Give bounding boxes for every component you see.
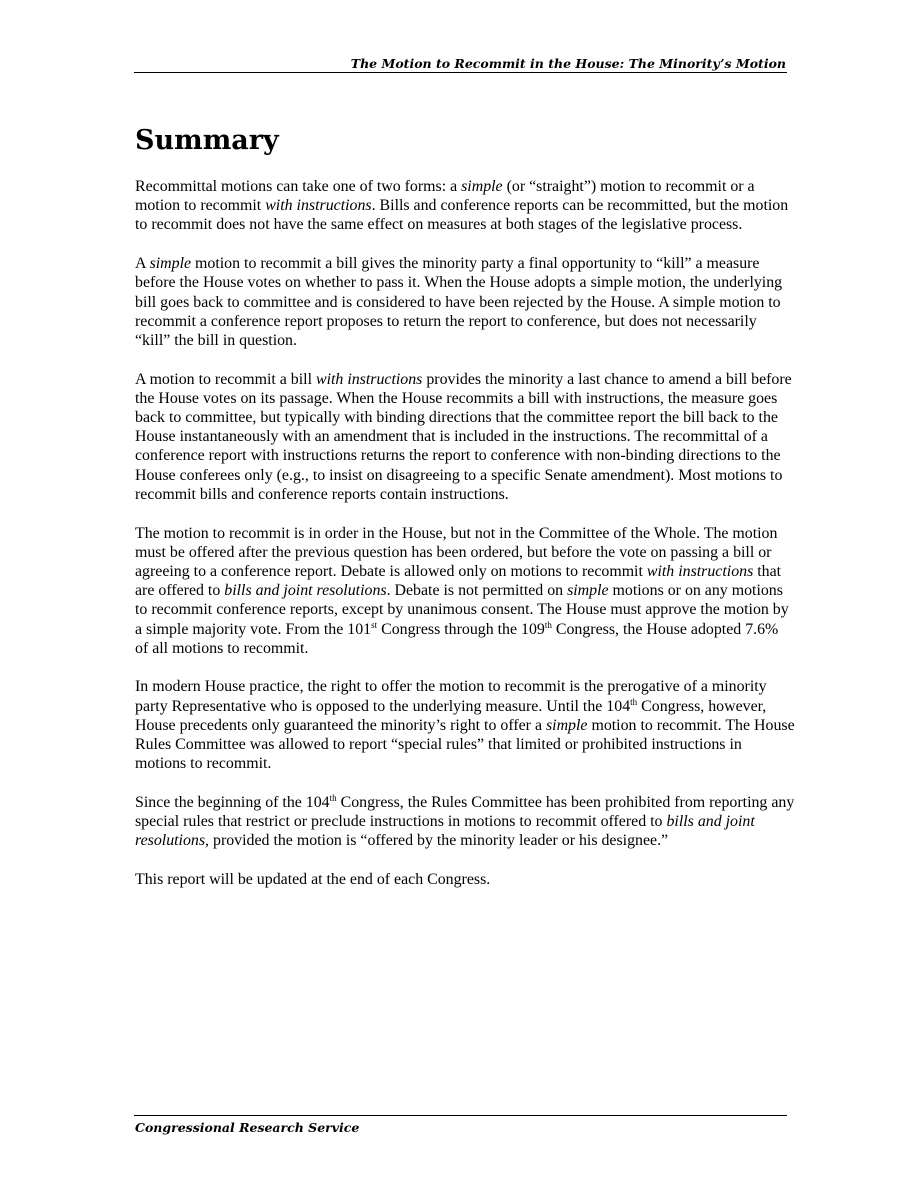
summary-body xyxy=(135,177,795,909)
paragraph-6: Since the beginning of the 104th Congress, the Rules Committee has been prohibited from reporting any special rules that restrict or preclude instructions in motions to recommit offered to bills and joint resolutions, provided the motion is “offered by the minority leader or his designee.” xyxy=(135,792,795,850)
paragraph-7: This report will be updated at the end of each Congress. xyxy=(135,871,491,889)
footer-source: Congressional Research Service xyxy=(135,1120,360,1135)
paragraph-2: A simple motion to recommit a bill gives the minority party a final opportunity to “kill” a measure before the House votes on whether to pass it. When the House adopts a simple motion, the underlying bill goes back to committee and is considered to have been rejected by the House. A simple motion to recommit a conference report proposes to return the report to conference, but does not necessarily “kill” the bill in question. xyxy=(135,255,783,349)
paragraph-4: The motion to recommit is in order in the House, but not in the Committee of the Whole. The motion must be offered after the previous question has been ordered, but before the vote on passing a bill or agreeing to a conference report. Debate is allowed only on motions to recommit with instructions that are offered to bills and joint resolutions. Debate is not permitted on simple motions or on any motions to recommit conference reports, except by unanimous consent. The House must approve the motion by a simple majority vote. From the 101st Congress through the 109th Congress, the House adopted 7.6% of all motions to recommit. xyxy=(135,524,789,657)
footer-divider xyxy=(134,1115,787,1116)
paragraph-5: In modern House practice, the right to offer the motion to recommit is the prerogative of a minority party Representative who is opposed to the underlying measure. Until the 104th Congress, however, House precedents only guaranteed the minority’s right to offer a simple motion to recommit. The House Rules Committee was allowed to report “special rules” that limited or prohibited instructions in motions to recommit. xyxy=(135,678,795,773)
paragraph-3: A motion to recommit a bill with instructions provides the minority a last chance to amend a bill before the House votes on its passage. When the House recommits a bill with instructions, the measure goes back to committee, but typically with binding directions that the committee report the bill back to the House instantaneously with an amendment that is included in the instructions. The recommittal of a conference report with instructions returns the report to conference with non-binding directions to the House conferees only (e.g., to insist on disagreeing to a specific Senate amendment). Most motions to recommit bills and conference reports contain instructions. xyxy=(135,370,792,503)
header-divider xyxy=(134,72,787,73)
running-header: The Motion to Recommit in the House: The Minority’s Motion xyxy=(350,56,786,71)
page-title: Summary xyxy=(135,125,279,156)
paragraph-1: Recommittal motions can take one of two forms: a simple (or “straight”) motion to recommit or a motion to recommit with instructions. Bills and conference reports can be recommitted, but the motion to recommit does not have the same effect on measures at both stages of the legislative process. xyxy=(135,178,789,234)
